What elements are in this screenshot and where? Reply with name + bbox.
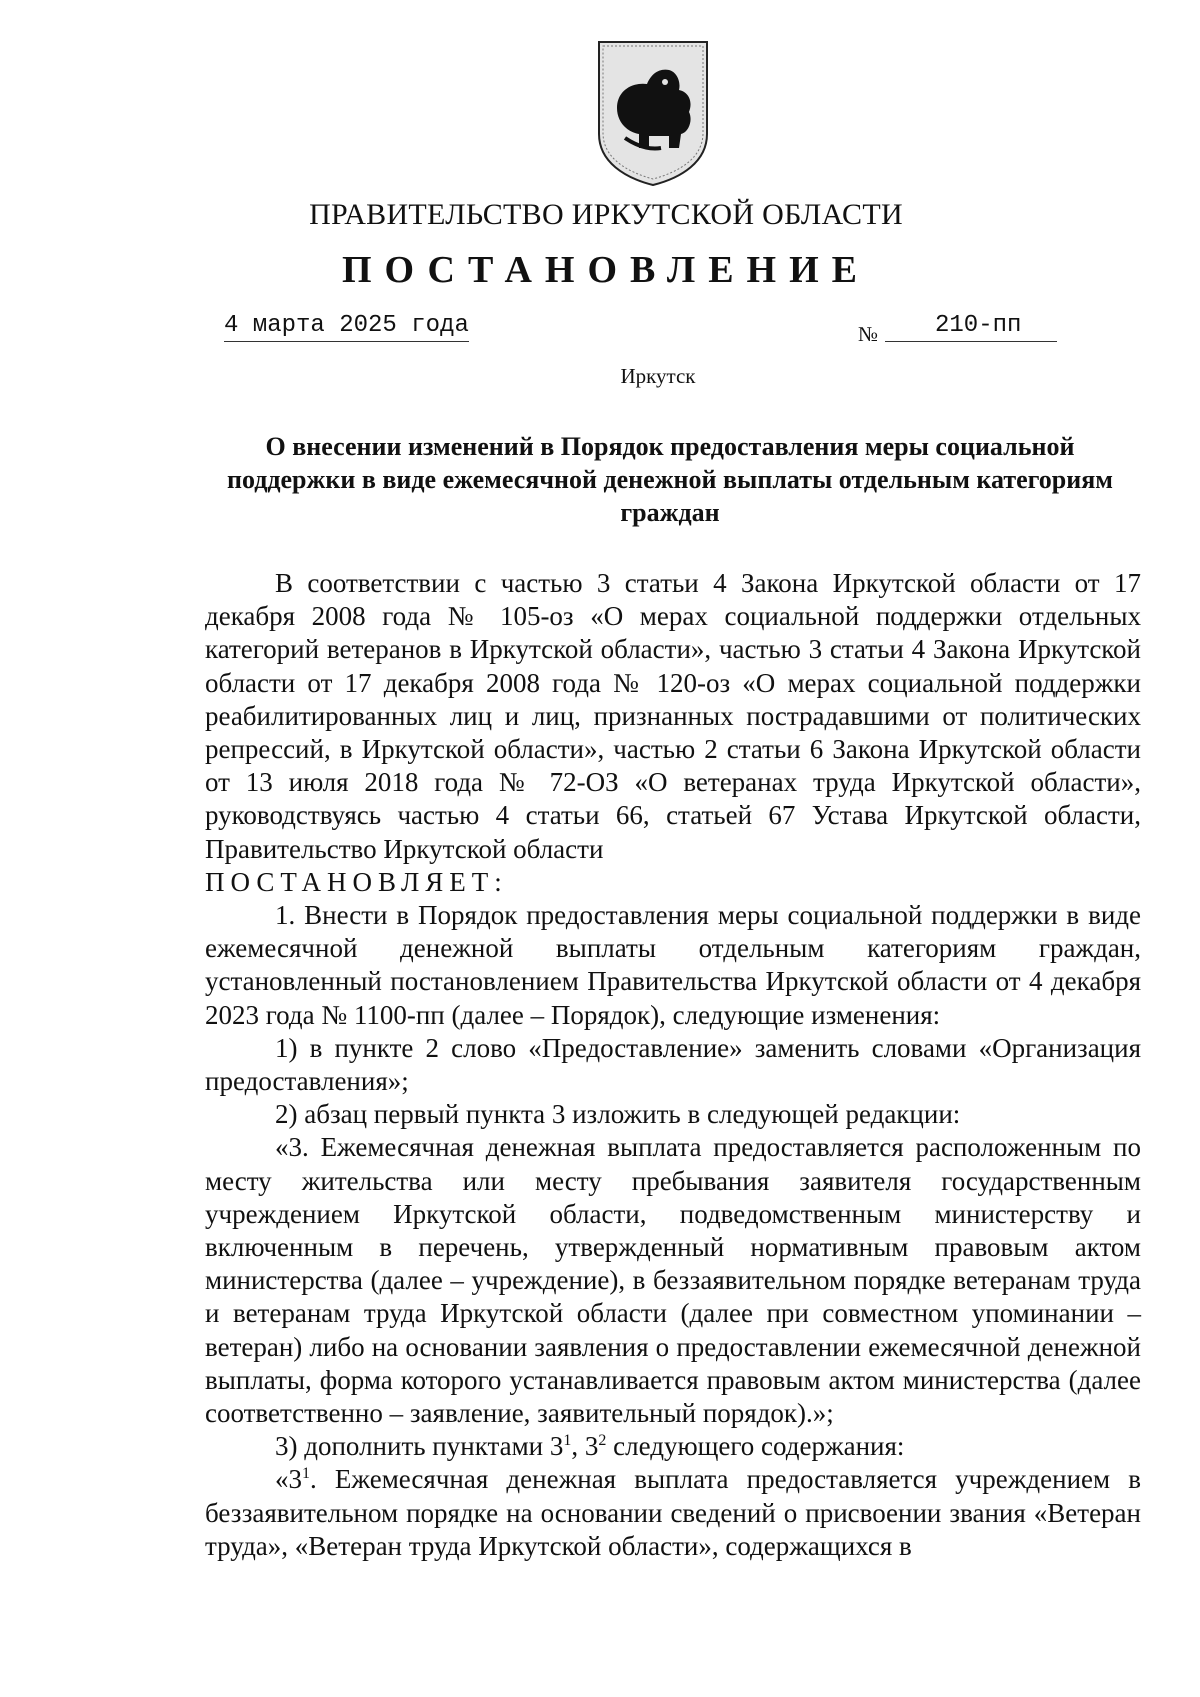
document-body [205, 567, 1141, 1563]
quoted-item-3-paragraph: «3. Ежемесячная денежная выплата предоставляется расположенным по месту жительства или месту пребывания заявителя государственным учреждением Иркутской области, подведомственным министерству и включенным в перечень, утвержденный нормативным правовым актом министерства (далее – учреждение), в беззаявительном порядке ветеранам труда и ветеранам труда Иркутской области (далее при совместном упоминании – ветеран) либо на основании заявления о предоставлении ежемесячной денежной выплаты, форма которого устанавливается правовым актом министерства (далее соответственно – заявление, заявительный порядок).»; [205, 1132, 1141, 1429]
document-type-heading: ПОСТАНОВЛЕНИЕ [341, 249, 871, 291]
document-date: 4 марта 2025 года [224, 312, 469, 342]
preamble-paragraph: В соответствии с частью 3 статьи 4 Закона Иркутской области от 17 декабря 2008 года № 105-оз «О мерах социальной поддержки отдельных категорий ветеранов в Иркутской области», частью 3 статьи 4 Закона Иркутской области от 17 декабря 2008 года № 120-оз «О мерах социальной поддержки реабилитированных лиц и лиц, признанных пострадавшими от политических репрессий, в Иркутской области», частью 2 статьи 6 Закона Иркутской области от 13 июля 2018 года № 72-ОЗ «О ветеранах труда Иркутской области», руководствуясь частью 4 статьи 66, статьей 67 Устава Иркутской области, Правительство Иркутской области [205, 568, 1141, 864]
city: Иркутск [620, 364, 696, 388]
number-label: № [858, 322, 879, 346]
coat-of-arms-icon [593, 38, 713, 188]
subitem-3-text-a: 3) дополнить пунктами 3 [275, 1431, 564, 1462]
subitem-3-text-b: , 3 [571, 1431, 599, 1462]
superscript: 1 [302, 1465, 310, 1483]
document-number: 210-пп [885, 312, 1057, 342]
subitem-3-text-c: следующего содержания: [606, 1431, 905, 1462]
quoted-item-3-1-text-b: . Ежемесячная денежная выплата предоставляется учреждением в беззаявительном порядке на основании сведений о присвоении звания «Ветеран труда», «Ветеран труда Иркутской области», содержащихся в [205, 1464, 1141, 1561]
resolves-heading: ПОСТАНОВЛЯЕТ: [205, 866, 508, 897]
subitem-2-paragraph: 2) абзац первый пункта 3 изложить в следующей редакции: [275, 1099, 961, 1130]
superscript: 1 [563, 1432, 572, 1450]
quoted-item-3-1-text-a: «3 [275, 1464, 302, 1495]
quoted-item-3-1-paragraph [205, 1463, 1141, 1563]
item-1-paragraph: 1. Внести в Порядок предоставления меры социальной поддержки в виде ежемесячной денежной выплаты отдельным категориям граждан, установленный постановлением Правительства Иркутской области от 4 декабря 2023 года № 1100-пп (далее – Порядок), следующие изменения: [205, 900, 1141, 1030]
subitem-1-paragraph: 1) в пункте 2 слово «Предоставление» заменить словами «Организация предоставления»; [205, 1032, 1141, 1097]
superscript: 2 [598, 1432, 607, 1450]
government-name: ПРАВИТЕЛЬСТВО ИРКУТСКОЙ ОБЛАСТИ [309, 198, 903, 231]
document-title: О внесении изменений в Порядок предоставления меры социальной поддержки в виде ежемесячной денежной выплаты отдельным категориям граждан [226, 432, 1114, 527]
subitem-3-paragraph [205, 1430, 1141, 1463]
